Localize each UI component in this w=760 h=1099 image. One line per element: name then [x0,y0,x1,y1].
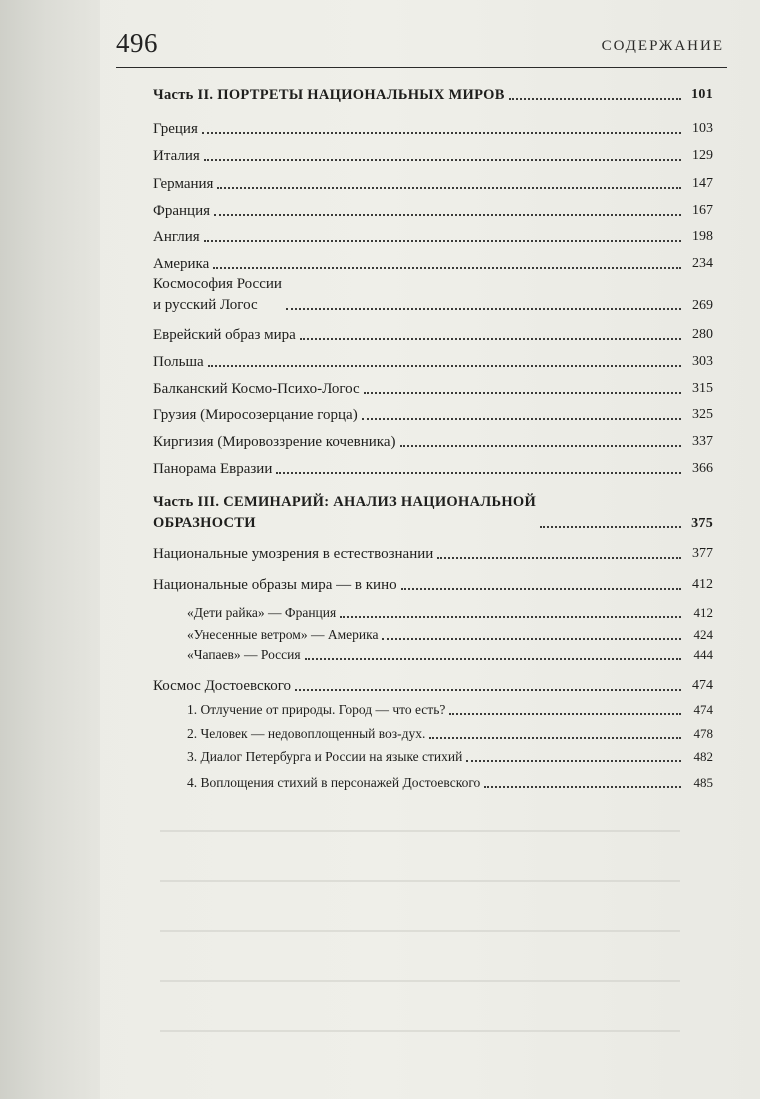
toc-entry [153,543,713,565]
show-through-line [160,830,680,832]
toc-entry-page: 474 [693,702,713,717]
toc-entry-page: 325 [692,407,713,422]
toc-entry-page: 424 [693,627,713,642]
toc-entry-page: 412 [693,605,713,620]
toc-subentry [187,723,713,745]
toc-entry-title: Часть II. ПОРТРЕТЫ НАЦИОНАЛЬНЫХ МИРОВ [153,87,505,103]
toc-subentry [187,746,713,768]
header-rule [116,67,727,68]
toc-entry-title: Балканский Космо-Психо-Логос [153,381,360,397]
dot-leader [449,713,681,715]
toc-entry-title: Англия [153,229,200,245]
toc-entry-title: «Дети райка» — Франция [187,605,337,620]
toc-entry [153,145,713,167]
toc-entry-title: «Унесенные ветром» — Америка [187,627,379,642]
toc-entry [153,458,713,480]
toc-entry-title-line: и русский Логос [153,297,258,313]
dot-leader [429,737,681,739]
toc-entry-title: Киргизия (Мировоззрение кочевника) [153,434,396,450]
toc-entry-title: 4. Воплощения стихий в персонажей Достоевского [187,775,481,790]
toc-entry-title: Италия [153,148,200,164]
toc-entry-page: 444 [693,647,713,662]
dot-leader [295,689,681,691]
toc-entry-title: Франция [153,203,210,219]
toc-subentry [187,699,713,721]
dot-leader [540,526,681,528]
dot-leader [204,159,681,161]
dot-leader [217,187,681,189]
dot-leader [204,240,681,242]
toc-entry-page: 198 [692,229,713,244]
dot-leader [362,418,681,420]
toc-entry-page: 167 [692,203,713,218]
toc-entry [153,431,713,453]
toc-entry-title: Космос Достоевского [153,678,291,694]
dot-leader [213,267,681,269]
toc-entry-title: Греция [153,121,198,137]
dot-leader [340,616,681,618]
toc-entry-page: 412 [692,577,713,592]
toc-entry-page: 478 [693,726,713,741]
toc-entry [153,173,713,195]
dot-leader [437,557,681,559]
running-head-title: СОДЕРЖАНИЕ [601,38,724,54]
toc-entry [153,404,713,426]
toc-entry-page: 315 [692,381,713,396]
toc-entry-page: 129 [692,148,713,163]
toc-entry-page: 474 [692,678,713,693]
toc-subentry [187,602,713,624]
toc-entry-title: Америка [153,256,210,272]
toc-entry-title [153,274,282,316]
dot-leader [484,786,681,788]
toc-entry [153,675,713,697]
toc-entry [153,226,713,248]
dot-leader [305,658,681,660]
toc-entry [153,324,713,346]
dot-leader [300,338,681,340]
toc-entry-title: «Чапаев» — Россия [187,647,301,662]
toc-entry-title: Еврейский образ мира [153,327,296,343]
toc-entry-title: 2. Человек — недовоплощенный воз-дух. [187,726,426,741]
show-through-margin [0,0,100,1099]
toc-entry-title [153,492,536,534]
toc-entry-page: 366 [692,461,713,476]
toc-entry-title: Грузия (Миросозерцание горца) [153,407,358,423]
dot-leader [400,445,682,447]
dot-leader [276,472,681,474]
toc-entry-title: Панорама Евразии [153,461,273,477]
toc-entry-page: 269 [692,298,713,313]
toc-part-entry [153,492,713,534]
toc-entry-page: 303 [692,354,713,369]
toc-entry-title: 1. Отлучение от природы. Город — что есть? [187,702,446,717]
toc-subentry [187,624,713,646]
dot-leader [286,308,681,310]
toc-entry-page: 103 [692,121,713,136]
toc-entry-title: Германия [153,176,214,192]
toc-entry-title: Национальные образы мира — в кино [153,577,397,593]
toc-entry-title-line: Часть III. СЕМИНАРИЙ: АНАЛИЗ НАЦИОНАЛЬНОЙ [153,494,537,510]
toc-entry-title: Польша [153,354,204,370]
toc-entry-page: 482 [693,749,713,764]
dot-leader [382,638,681,640]
toc-entry [153,574,713,596]
toc-entry [153,378,713,400]
dot-leader [202,132,681,134]
toc-entry-page: 377 [692,546,713,561]
toc-entry [153,253,713,275]
toc-entry [153,351,713,373]
show-through-line [160,930,680,932]
toc-entry-title: Национальные умозрения в естествознании [153,546,434,562]
dot-leader [401,588,681,590]
toc-entry [153,274,713,316]
toc-part-entry [153,84,713,106]
show-through-line [160,880,680,882]
toc-entry-page: 147 [692,176,713,191]
toc-entry-title-line: ОБРАЗНОСТИ [153,515,256,531]
dot-leader [214,214,681,216]
toc-subentry [187,644,713,666]
toc-entry [153,200,713,222]
toc-entry-title-line: Космософия России [153,276,282,292]
toc-entry-page: 485 [693,775,713,790]
show-through-line [160,1030,680,1032]
toc-subentry [187,772,713,794]
toc-entry-page: 375 [691,516,713,531]
dot-leader [466,760,681,762]
dot-leader [509,98,681,100]
toc-entry-page: 280 [692,327,713,342]
dot-leader [364,392,681,394]
toc-entry [153,118,713,140]
toc-entry-page: 234 [692,256,713,271]
toc-entry-page: 101 [691,87,713,102]
dot-leader [208,365,681,367]
toc-entry-title: 3. Диалог Петербурга и России на языке стихий [187,749,463,764]
page-number: 496 [116,28,158,58]
show-through-line [160,980,680,982]
toc-entry-page: 337 [692,434,713,449]
